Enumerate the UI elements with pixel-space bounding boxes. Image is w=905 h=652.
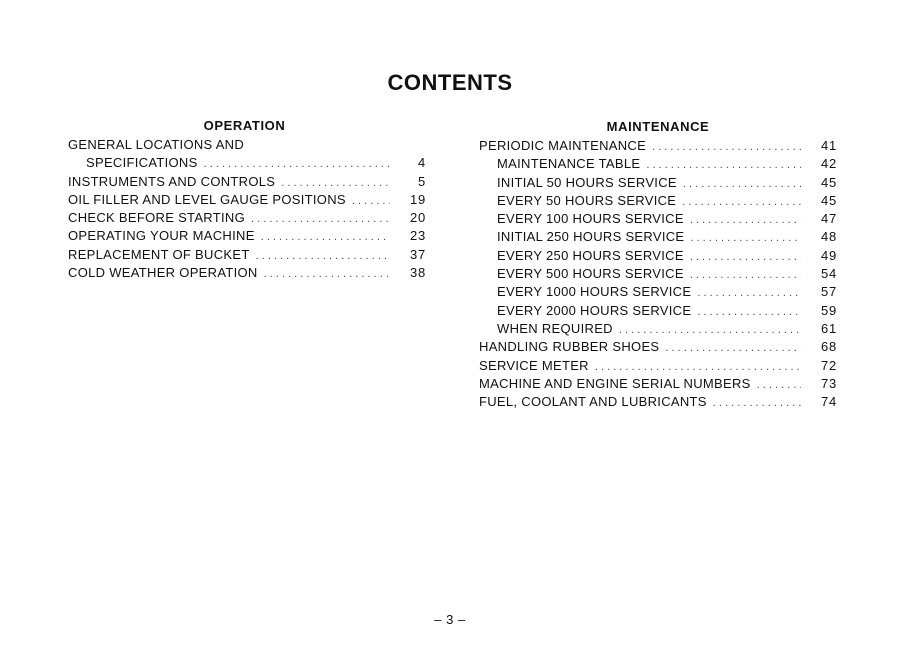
section-heading-maintenance: MAINTENANCE — [606, 119, 710, 134]
entry-title: EVERY 500 HOURS SERVICE — [497, 266, 684, 282]
entry-page: 42 — [820, 156, 837, 172]
toc-entry-check-before-starting[interactable] — [68, 209, 426, 227]
entry-page: 23 — [409, 228, 426, 244]
dot-leader — [683, 175, 801, 193]
entry-page: 59 — [820, 302, 837, 318]
toc-entry-handling-rubber-shoes[interactable] — [479, 338, 837, 356]
entry-page: 54 — [820, 266, 837, 282]
dot-leader — [697, 284, 801, 302]
entry-title: EVERY 2000 HOURS SERVICE — [497, 302, 692, 318]
maintenance-section — [479, 117, 837, 411]
page-number: – 3 – — [434, 612, 466, 627]
dot-leader — [652, 138, 801, 156]
entry-page: 19 — [409, 191, 426, 207]
toc-entry-every-50-hours[interactable] — [479, 192, 837, 210]
dot-leader — [281, 174, 390, 192]
entry-page: 5 — [417, 173, 426, 189]
entry-title: WHEN REQUIRED — [497, 320, 613, 336]
operation-entries — [68, 136, 426, 282]
dot-leader — [690, 211, 801, 229]
dot-leader — [690, 229, 801, 247]
toc-entry-every-500-hours[interactable] — [479, 265, 837, 283]
entry-page: 72 — [820, 357, 837, 373]
dot-leader — [352, 192, 390, 210]
dot-leader — [264, 265, 390, 283]
toc-entry-initial-50-hours[interactable] — [479, 174, 837, 192]
dot-leader — [757, 376, 801, 394]
entry-title: GENERAL LOCATIONS AND — [68, 137, 245, 152]
entry-page: 57 — [820, 284, 837, 300]
entry-page: 49 — [820, 247, 837, 263]
toc-entry-every-1000-hours[interactable] — [479, 283, 837, 301]
entry-title: FUEL, COOLANT AND LUBRICANTS — [479, 394, 707, 410]
toc-entry-when-required[interactable] — [479, 320, 837, 338]
entry-title: INITIAL 250 HOURS SERVICE — [497, 229, 685, 245]
toc-entry-service-meter[interactable] — [479, 357, 837, 375]
toc-entry-fuel-coolant-lubricants[interactable] — [479, 393, 837, 411]
toc-entry-specifications[interactable] — [68, 154, 426, 172]
dot-leader — [204, 155, 390, 173]
dot-leader — [619, 321, 801, 339]
entry-page: 73 — [820, 375, 837, 391]
toc-entry-periodic-maintenance[interactable] — [479, 137, 837, 155]
entry-page: 4 — [417, 155, 426, 171]
toc-entry-operating-your-machine[interactable] — [68, 227, 426, 245]
toc-entry-serial-numbers[interactable] — [479, 375, 837, 393]
entry-title: OIL FILLER AND LEVEL GAUGE POSITIONS — [68, 191, 346, 207]
entry-title: EVERY 50 HOURS SERVICE — [497, 192, 677, 208]
toc-entry-every-250-hours[interactable] — [479, 247, 837, 265]
entry-page: 68 — [820, 339, 837, 355]
operation-section — [68, 117, 426, 282]
dot-leader — [256, 247, 390, 265]
maintenance-entries — [479, 137, 837, 411]
dot-leader — [646, 156, 801, 174]
dot-leader — [690, 266, 801, 284]
toc-entry-general-locations[interactable] — [68, 136, 426, 154]
dot-leader — [665, 339, 801, 357]
entry-page: 20 — [409, 210, 426, 226]
dot-leader — [595, 358, 801, 376]
entry-title: CHECK BEFORE STARTING — [68, 210, 246, 226]
entry-title: MAINTENANCE TABLE — [497, 156, 641, 172]
entry-title: SPECIFICATIONS — [86, 155, 198, 171]
toc-entry-instruments-and-controls[interactable] — [68, 173, 426, 191]
entry-page: 61 — [820, 320, 837, 336]
entry-page: 45 — [820, 174, 837, 190]
entry-title: EVERY 250 HOURS SERVICE — [497, 247, 684, 263]
entry-page: 45 — [820, 192, 837, 208]
dot-leader — [697, 303, 801, 321]
entry-title: COLD WEATHER OPERATION — [68, 265, 258, 281]
entry-title: OPERATING YOUR MACHINE — [68, 228, 255, 244]
entry-page: 38 — [409, 265, 426, 281]
dot-leader — [682, 193, 801, 211]
entry-title: INITIAL 50 HOURS SERVICE — [497, 174, 677, 190]
section-heading-operation: OPERATION — [203, 118, 286, 133]
toc-entry-oil-filler[interactable] — [68, 191, 426, 209]
toc-entry-every-100-hours[interactable] — [479, 210, 837, 228]
entry-title: MACHINE AND ENGINE SERIAL NUMBERS — [479, 375, 751, 391]
toc-entry-cold-weather-operation[interactable] — [68, 264, 426, 282]
entry-page: 48 — [820, 229, 837, 245]
page-title: CONTENTS — [387, 70, 513, 95]
entry-title: REPLACEMENT OF BUCKET — [68, 246, 250, 262]
entry-page: 37 — [409, 246, 426, 262]
dot-leader — [690, 248, 801, 266]
entry-page: 74 — [820, 394, 837, 410]
entry-title: PERIODIC MAINTENANCE — [479, 138, 647, 153]
toc-entry-initial-250-hours[interactable] — [479, 228, 837, 246]
entry-title: EVERY 100 HOURS SERVICE — [497, 211, 684, 227]
dot-leader — [261, 228, 390, 246]
dot-leader — [251, 210, 390, 228]
toc-entry-replacement-of-bucket[interactable] — [68, 246, 426, 264]
entry-title: EVERY 1000 HOURS SERVICE — [497, 284, 692, 300]
entry-title: SERVICE METER — [479, 357, 589, 373]
entry-page: 41 — [820, 138, 837, 153]
toc-entry-every-2000-hours[interactable] — [479, 302, 837, 320]
entry-title: HANDLING RUBBER SHOES — [479, 339, 660, 355]
toc-entry-maintenance-table[interactable] — [479, 155, 837, 173]
dot-leader — [713, 394, 801, 412]
entry-title: INSTRUMENTS AND CONTROLS — [68, 173, 276, 189]
entry-page: 47 — [820, 211, 837, 227]
